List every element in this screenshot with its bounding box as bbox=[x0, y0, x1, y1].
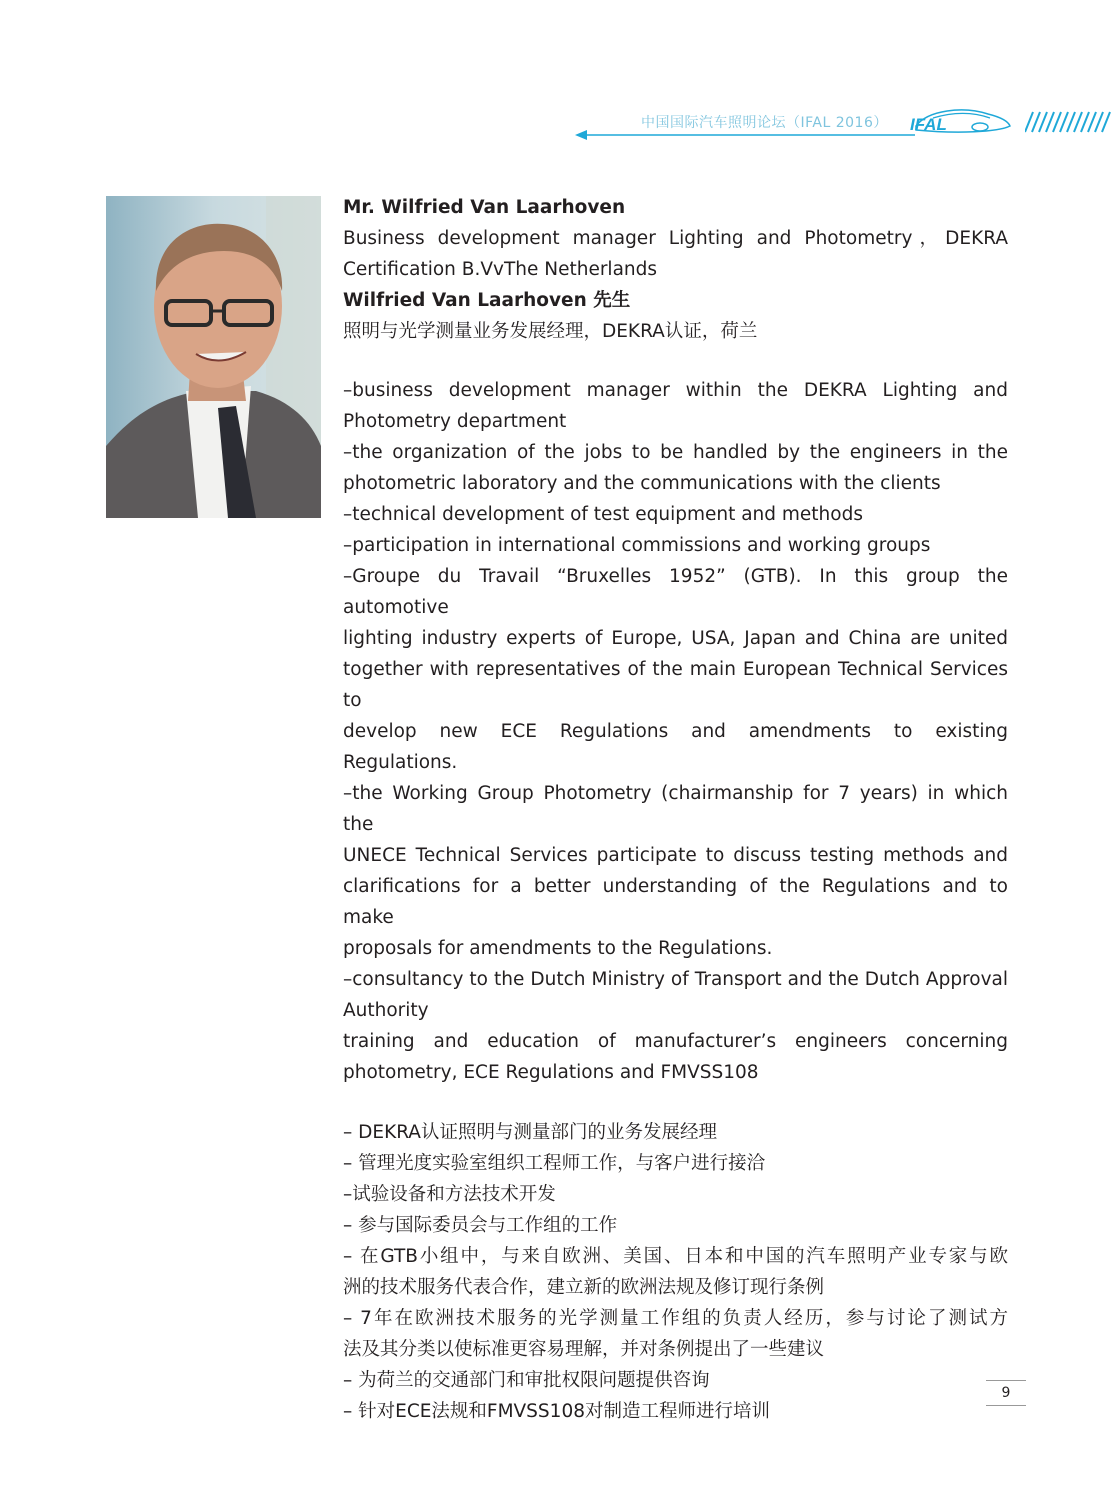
bio-line: training and education of manufacturer’s engineers concerning bbox=[343, 1031, 1008, 1052]
bio-line-cn: –试验设备和方法技术开发 bbox=[343, 1184, 556, 1205]
bio-line: clarifications for a better understanding of the Regulations and to make bbox=[343, 876, 1008, 928]
bio-line: Authority bbox=[343, 1000, 429, 1021]
bio-line: proposals for amendments to the Regulations. bbox=[343, 938, 773, 959]
bio-line-cn: – 在GTB小组中，与来自欧洲、美国、日本和中国的汽车照明产业专家与欧 bbox=[343, 1246, 1008, 1267]
speaker-title-en-cont: Certification B.VvThe Netherlands bbox=[343, 259, 658, 280]
speaker-title-en: Business development manager Lighting and Photometry，DEKRA bbox=[343, 228, 1008, 249]
bio-line-cn: – 参与国际委员会与工作组的工作 bbox=[343, 1215, 618, 1236]
bio-line: –business development manager within the DEKRA Lighting and bbox=[343, 380, 1008, 401]
bio-line-cn: 洲的技术服务代表合作，建立新的欧洲法规及修订现行条例 bbox=[343, 1277, 825, 1298]
bio-line: –consultancy to the Dutch Ministry of Transport and the Dutch Approval bbox=[343, 969, 1008, 990]
forum-title: 中国国际汽车照明论坛（IFAL 2016） bbox=[641, 115, 888, 131]
bio-line-cn: – DEKRA认证照明与测量部门的业务发展经理 bbox=[343, 1122, 717, 1143]
bio-line-cn: – 针对ECE法规和FMVSS108对制造工程师进行培训 bbox=[343, 1401, 770, 1422]
bio-line-cn: – 管理光度实验室组织工程师工作，与客户进行接洽 bbox=[343, 1153, 766, 1174]
bio-line: lighting industry experts of Europe, USA, Japan and China are united bbox=[343, 628, 1008, 649]
bio-line-cn: – 7年在欧洲技术服务的光学测量工作组的负责人经历，参与讨论了测试方 bbox=[343, 1308, 1008, 1329]
bio-line-cn: – 为荷兰的交通部门和审批权限问题提供咨询 bbox=[343, 1370, 710, 1391]
bio-line: together with representatives of the main European Technical Services to bbox=[343, 659, 1008, 711]
ifal-logo bbox=[908, 104, 1013, 136]
svg-text:IFAL: IFAL bbox=[910, 115, 947, 134]
bio-chinese bbox=[343, 1117, 1008, 1427]
portrait-photo bbox=[106, 196, 321, 518]
bio-line: –Groupe du Travail “Bruxelles 1952” (GTB). In this group the automotive bbox=[343, 566, 1008, 618]
speaker-title-cn: 照明与光学测量业务发展经理，DEKRA认证，荷兰 bbox=[343, 321, 758, 342]
bio-line: –technical development of test equipment and methods bbox=[343, 504, 863, 525]
bio-line: photometry, ECE Regulations and FMVSS108 bbox=[343, 1062, 759, 1083]
profile-content bbox=[343, 192, 1008, 1427]
page-number: 9 bbox=[986, 1380, 1026, 1406]
speaker-name-en: Mr. Wilfried Van Laarhoven bbox=[343, 197, 626, 218]
hatch-decoration-icon bbox=[1025, 110, 1114, 134]
bio-line: –participation in international commissions and working groups bbox=[343, 535, 931, 556]
bio-line-cn: 法及其分类以使标准更容易理解，并对条例提出了一些建议 bbox=[343, 1339, 825, 1360]
bio-line: –the Working Group Photometry (chairmanship for 7 years) in which the bbox=[343, 783, 1008, 835]
bio-line: photometric laboratory and the communications with the clients bbox=[343, 473, 941, 494]
speaker-name-cn: Wilfried Van Laarhoven 先生 bbox=[343, 290, 631, 311]
bio-line: develop new ECE Regulations and amendments to existing Regulations. bbox=[343, 721, 1008, 773]
bio-english bbox=[343, 375, 1008, 1088]
bio-line: UNECE Technical Services participate to discuss testing methods and bbox=[343, 845, 1008, 866]
bio-line: Photometry department bbox=[343, 411, 567, 432]
bio-line: –the organization of the jobs to be handled by the engineers in the bbox=[343, 442, 1008, 463]
page-header bbox=[575, 104, 1114, 144]
